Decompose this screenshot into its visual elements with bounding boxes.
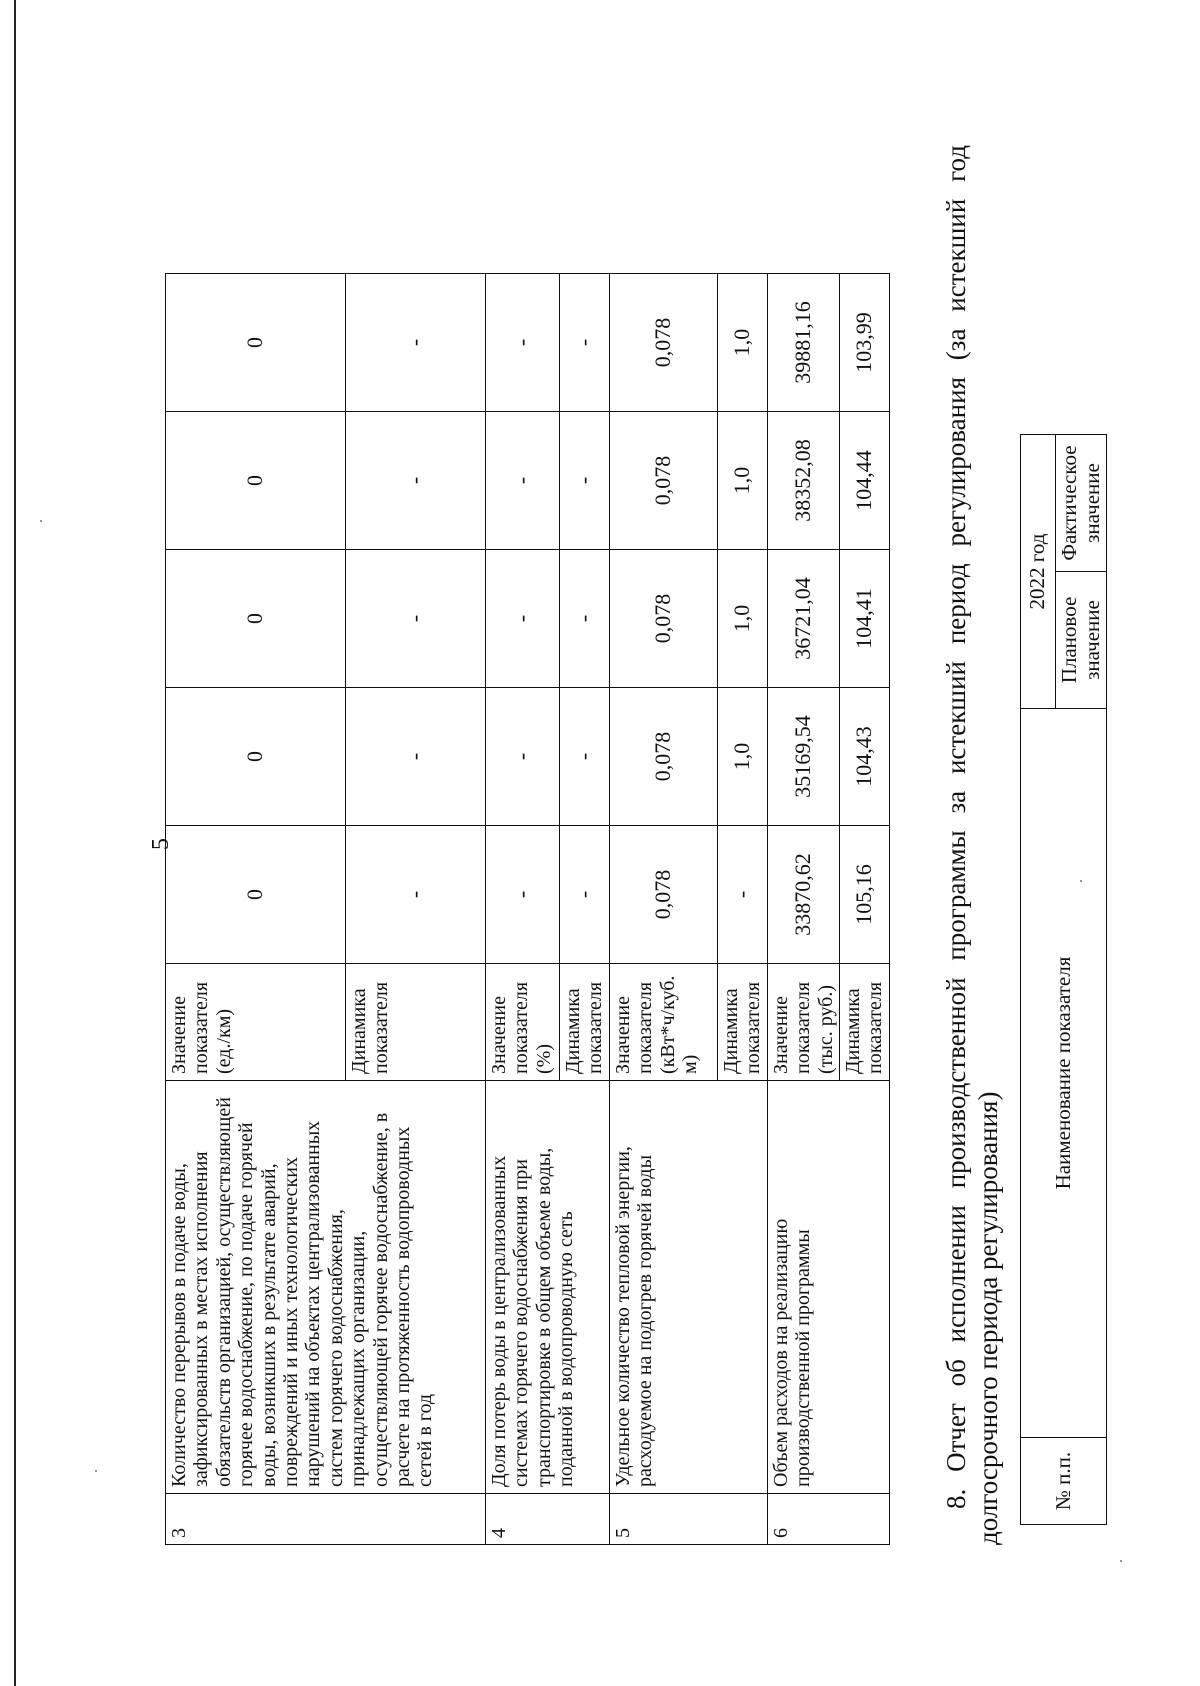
indicators-table <box>165 273 890 1545</box>
value-cell: 36721,04 <box>767 550 839 688</box>
row-number: 4 <box>486 1494 610 1545</box>
actual-header: Фактическое значение <box>1056 435 1107 572</box>
scan-speck <box>40 520 42 522</box>
value-cell: - <box>486 274 560 412</box>
col-name-header: Наименование показателя <box>1021 709 1107 1438</box>
indicator-type: Значение показателя (тыс. руб.) <box>767 964 839 1081</box>
value-cell: 0,078 <box>610 688 718 826</box>
value-cell: 38352,08 <box>767 412 839 550</box>
value-cell: 0 <box>166 688 346 826</box>
value-cell: 33870,62 <box>767 826 839 964</box>
value-cell: 0 <box>166 550 346 688</box>
value-cell: 1,0 <box>718 688 768 826</box>
col-num-header: № п.п. <box>1021 1438 1107 1525</box>
value-cell: 1,0 <box>718 412 768 550</box>
value-cell: 0,078 <box>610 826 718 964</box>
indicator-type: Значение показателя (%) <box>486 964 560 1081</box>
value-cell: 35169,54 <box>767 688 839 826</box>
value-cell: - <box>486 826 560 964</box>
indicator-name: Удельное количество тепловой энергии, расходуемое на подогрев горячей воды <box>610 1081 768 1494</box>
value-cell: - <box>346 412 486 550</box>
value-cell: 0,078 <box>610 274 718 412</box>
value-cell: 0 <box>166 412 346 550</box>
value-cell: 39881,16 <box>767 274 839 412</box>
value-cell: - <box>346 826 486 964</box>
row-number: 3 <box>166 1494 486 1545</box>
value-cell: 0 <box>166 274 346 412</box>
section-8-title: 8. Отчет об исполнении производственной программы за истекший период регулирования (за истекший год долгосрочного периода регулирования) <box>941 145 1004 1545</box>
value-cell: - <box>560 550 610 688</box>
indicator-type: Динамика показателя <box>346 964 486 1081</box>
value-cell: - <box>346 688 486 826</box>
value-cell: - <box>560 826 610 964</box>
value-cell: 104,41 <box>839 550 889 688</box>
indicator-name: Доля потерь воды в централизованных системах горячего водоснабжения при транспортировке в общем объеме воды, поданной в водопроводную сеть <box>486 1081 610 1494</box>
indicator-name: Количество перерывов в подаче воды, зафиксированных в местах исполнения обязательств организацией, осуществляющей горячее водоснабжение, по подаче горячей воды, возникших в результате аварий, повреждений и иных технологических нарушений на объектах централизованных систем горячего водоснабжения, принадлежащих организации, осуществляющей горячее водоснабжение, в расчете на протяженность водопроводных сетей в год <box>166 1081 486 1494</box>
value-cell: 105,16 <box>839 826 889 964</box>
page-number: 5 <box>148 838 174 850</box>
table-row <box>166 274 346 1545</box>
value-cell: - <box>560 688 610 826</box>
row-number: 5 <box>610 1494 768 1545</box>
indicator-type: Значение показателя (ед./км) <box>166 964 346 1081</box>
value-cell: - <box>560 412 610 550</box>
row-number: 6 <box>767 1494 889 1545</box>
value-cell: - <box>718 826 768 964</box>
value-cell: 0,078 <box>610 412 718 550</box>
scan-edge-line <box>14 0 16 1686</box>
value-cell: 104,43 <box>839 688 889 826</box>
indicator-type: Значение показателя (кВт*ч/куб. м) <box>610 964 718 1081</box>
value-cell: 103,99 <box>839 274 889 412</box>
value-cell: 1,0 <box>718 550 768 688</box>
value-cell: - <box>560 274 610 412</box>
value-cell: 0,078 <box>610 550 718 688</box>
table-row <box>486 274 560 1545</box>
table-row <box>610 274 718 1545</box>
value-cell: 104,44 <box>839 412 889 550</box>
value-cell: - <box>486 550 560 688</box>
value-cell: 0 <box>166 826 346 964</box>
indicator-type: Динамика показателя <box>718 964 768 1081</box>
planned-header: Плановое значение <box>1056 572 1107 709</box>
indicator-name: Объем расходов на реализацию производственной программы <box>767 1081 889 1494</box>
value-cell: - <box>486 688 560 826</box>
indicator-type: Динамика показателя <box>839 964 889 1081</box>
indicator-type: Динамика показателя <box>560 964 610 1081</box>
value-cell: - <box>346 274 486 412</box>
value-cell: - <box>346 550 486 688</box>
year-header: 2022 год <box>1021 435 1056 709</box>
value-cell: - <box>486 412 560 550</box>
table-row <box>767 274 839 1545</box>
report-table-header <box>1020 434 1107 1525</box>
scan-speck <box>95 1470 97 1472</box>
rotated-page <box>140 40 1200 1620</box>
value-cell: 1,0 <box>718 274 768 412</box>
